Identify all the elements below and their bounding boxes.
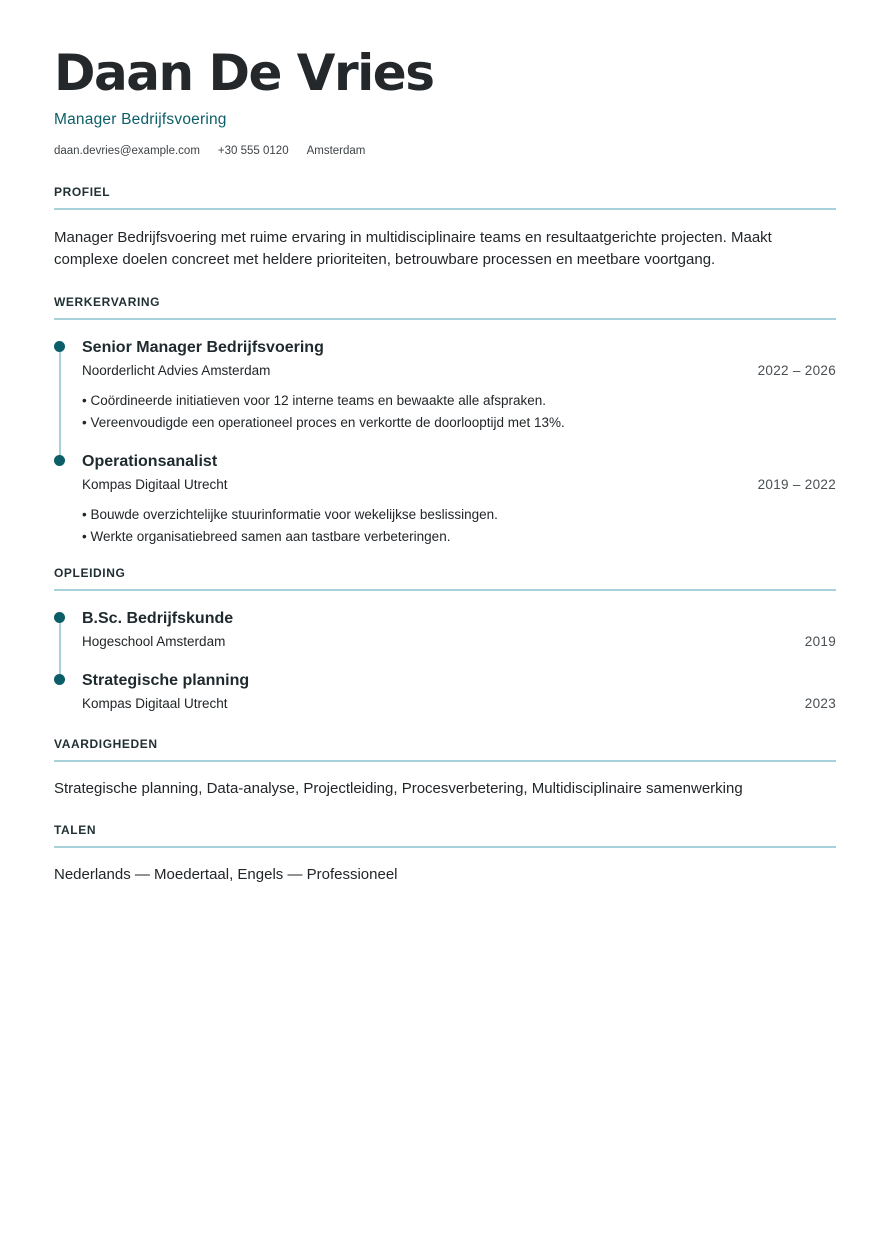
education-timeline (54, 609, 836, 713)
bullet-item: • Werkte organisatiebreed samen aan tastbare verbeteringen. (82, 526, 836, 548)
profile-text: Manager Bedrijfsvoering met ruime ervaring in multidisciplinaire teams en resultaatgerichte projecten. Maakt complexe doelen concreet met heldere prioriteiten, betrouwbare processen en meetbare voortgang. (54, 229, 772, 268)
education-org: Hogeschool Amsterdam (82, 634, 226, 649)
languages-text: Nederlands — Moedertaal, Engels — Professioneel (54, 866, 398, 883)
timeline-dot (54, 341, 65, 352)
skills-text: Strategische planning, Data-analyse, Projectleiding, Procesverbetering, Multidisciplinaire samenwerking (54, 780, 743, 797)
candidate-role: Manager Bedrijfsvoering (54, 111, 227, 128)
work-org: Noorderlicht Advies Amsterdam (82, 363, 271, 378)
work-meta (82, 362, 836, 380)
bullet-item: • Vereenvoudigde een operationeel proces en verkortte de doorlooptijd met 13%. (82, 412, 836, 434)
section-title-vaardigheden: VAARDIGHEDEN (54, 737, 836, 762)
contact-email[interactable]: daan.devries@example.com (54, 145, 200, 157)
education-dates: 2023 (804, 696, 836, 711)
education-title: B.Sc. Bedrijfskunde (82, 610, 234, 627)
timeline-dot (54, 612, 65, 623)
education-entry (54, 671, 836, 713)
education-meta (82, 633, 836, 651)
contact-phone[interactable]: +30 555 0120 (217, 145, 289, 157)
education-meta (82, 695, 836, 713)
timeline-dot (54, 674, 65, 685)
work-entry (54, 338, 836, 434)
contact-city: Amsterdam (306, 145, 366, 157)
work-meta (82, 476, 836, 494)
education-org: Kompas Digitaal Utrecht (82, 696, 228, 711)
education-dates: 2019 (804, 634, 836, 649)
work-title: Senior Manager Bedrijfsvoering (82, 339, 324, 356)
education-title: Strategische planning (82, 672, 250, 689)
contact-row (54, 145, 836, 157)
work-timeline (54, 338, 836, 548)
section-title-talen: TALEN (54, 823, 836, 848)
work-entry (54, 452, 836, 548)
section-title-werkervaring: WERKERVARING (54, 295, 836, 320)
work-bullets (82, 504, 836, 548)
education-entry (54, 609, 836, 651)
work-dates: 2019 – 2022 (757, 477, 836, 492)
work-bullets (82, 390, 836, 434)
bullet-item: • Coördineerde initiatieven voor 12 interne teams en bewaakte alle afspraken. (82, 390, 836, 412)
candidate-name: Daan De Vries (54, 44, 434, 102)
timeline-dot (54, 455, 65, 466)
section-title-profiel: PROFIEL (54, 185, 836, 210)
bullet-item: • Bouwde overzichtelijke stuurinformatie voor wekelijkse beslissingen. (82, 504, 836, 526)
work-title: Operationsanalist (82, 453, 218, 470)
section-title-opleiding: OPLEIDING (54, 566, 836, 591)
work-org: Kompas Digitaal Utrecht (82, 477, 228, 492)
work-dates: 2022 – 2026 (757, 363, 836, 378)
